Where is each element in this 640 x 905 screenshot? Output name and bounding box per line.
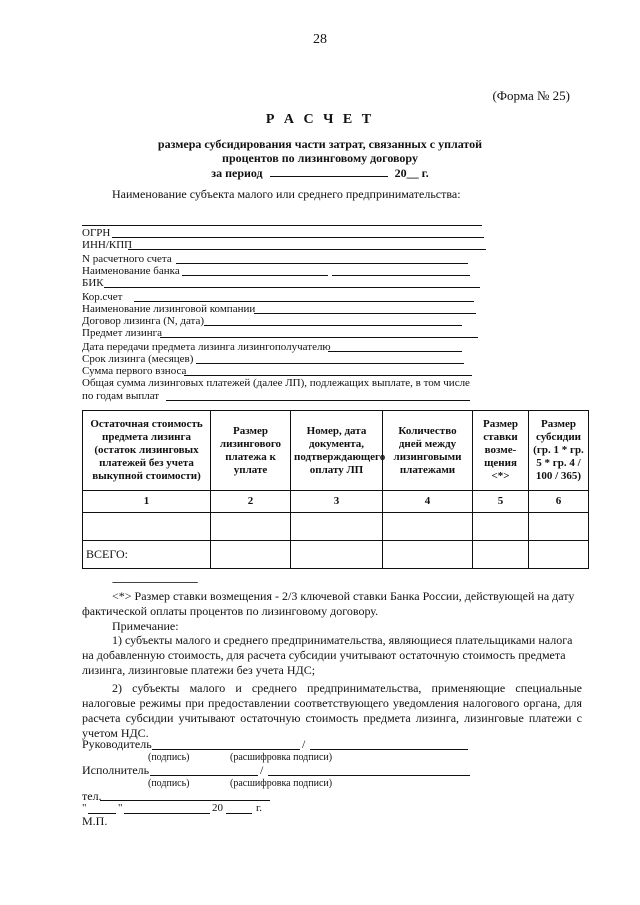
column-number-1: 1 [83, 491, 211, 513]
bank-name-label: Наименование банка [82, 265, 180, 277]
transfer-date-label: Дата передачи предмета лизинга лизингополучателю [82, 341, 331, 353]
header-payment-document: Номер, дата документа, подтверждающего оплату ЛП [291, 411, 383, 491]
table-cell [211, 513, 291, 541]
phone-line [100, 800, 270, 801]
header-days-between: Количество дней между лизинговыми платежами [383, 411, 473, 491]
date-year-line [226, 813, 252, 814]
table-cell [383, 541, 473, 569]
contract-blank [204, 325, 462, 326]
note-1: 1) субъекты малого и среднего предпринимательства, являющиеся плательщиками налога на добавленную стоимость, для расчета субсидии учитывают остаточную стоимость предмета лизинга, лизинговые платежи без учета НДС; [82, 633, 573, 677]
leasing-subject-blank [160, 337, 478, 338]
subject-blank [82, 225, 482, 226]
executor-signature-caption: (подпись) [148, 778, 190, 789]
table-cell [473, 541, 529, 569]
table-cell [291, 513, 383, 541]
executor-signature-line [150, 775, 258, 776]
executor-slash: / [260, 763, 264, 777]
subtitle-line-2: процентов по лизинговому договору [222, 151, 418, 165]
bank-name-blank-1 [182, 275, 328, 276]
subject-label: Наименование субъекта малого или среднего предпринимательства: [112, 187, 461, 201]
head-signature-caption: (подпись) [148, 752, 190, 763]
table-header-row [83, 411, 589, 491]
column-number-2: 2 [211, 491, 291, 513]
table-cell [529, 541, 589, 569]
table-cell [529, 513, 589, 541]
head-slash: / [302, 737, 306, 751]
by-years-blank [166, 400, 470, 401]
executor-decoding-line [268, 775, 470, 776]
header-payment-amount: Размер лизингового платежа к уплате [211, 411, 291, 491]
period-suffix: 20__ г. [394, 166, 429, 180]
date-quote-open: " [82, 802, 87, 814]
head-decoding-caption: (расшифровка подписи) [230, 752, 333, 763]
table-cell [473, 513, 529, 541]
document-title: Р А С Ч Е Т [265, 112, 375, 127]
head-label: Руководитель [82, 737, 152, 751]
executor-decoding-caption: (расшифровка подписи) [230, 778, 333, 789]
ogrn-label: ОГРН [82, 227, 111, 239]
bik-label: БИК [82, 277, 104, 289]
header-rate: Размер ставки возме- щения <*> [473, 411, 529, 491]
footnote-text: <*> Размер ставки возмещения - 2/3 ключевой ставки Банка России, действующей на дату фактической оплаты процентов по лизинговому договору. [82, 589, 575, 618]
table-cell [291, 541, 383, 569]
kor-schet-label: Кор.счет [82, 291, 123, 303]
first-payment-label: Сумма первого взноса [82, 365, 187, 377]
page-number: 28 [313, 32, 327, 47]
table-row [83, 513, 589, 541]
first-payment-blank [184, 375, 472, 376]
note-title: Примечание: [112, 619, 179, 633]
table-cell [211, 541, 291, 569]
executor-label: Исполнитель [82, 763, 150, 777]
inn-kpp-blank [128, 249, 486, 250]
by-years-label: по годам выплат [82, 390, 160, 402]
inn-kpp-label: ИНН/КПП [82, 239, 133, 251]
footnote-rule: -------------------------------- [112, 576, 198, 588]
ogrn-blank [112, 237, 484, 238]
kor-schet-blank [134, 301, 474, 302]
date-quote-close: " [118, 802, 123, 814]
stamp-label: М.П. [82, 814, 108, 828]
table-number-row [83, 491, 589, 513]
note-2: 2) субъекты малого и среднего предпринимательства, применяющие специальные налоговые режимы при предоставлении соответствующего уведомления налогового органа, для расчета субсидии учитывают остаточную стоимость предмета лизинга, лизинговые платежи с учетом НДС. [82, 681, 582, 740]
subsidy-table [82, 410, 589, 569]
column-number-4: 4 [383, 491, 473, 513]
period-blank [270, 165, 388, 177]
period-label: за период [211, 166, 263, 180]
leasing-company-label: Наименование лизинговой компании [82, 303, 256, 315]
date-month-line [124, 813, 210, 814]
term-label: Срок лизинга (месяцев) [82, 353, 194, 365]
table-cell [83, 513, 211, 541]
leasing-company-blank [254, 313, 476, 314]
header-residual-value: Остаточная стоимость предмета лизинга (остаток лизинговых платежей без учета выкупной стоимости) [83, 411, 211, 491]
head-signature-line [152, 749, 300, 750]
column-number-6: 6 [529, 491, 589, 513]
total-label: ВСЕГО: [83, 541, 211, 569]
term-blank [196, 363, 464, 364]
bank-name-blank-2 [332, 275, 470, 276]
column-number-3: 3 [291, 491, 383, 513]
table-total-row [83, 541, 589, 569]
contract-label: Договор лизинга (N, дата) [82, 315, 205, 327]
head-decoding-line [310, 749, 468, 750]
form-number: (Форма № 25) [492, 88, 570, 103]
subtitle-line-1: размера субсидирования части затрат, связанных с уплатой [157, 137, 483, 151]
total-lp-label: Общая сумма лизинговых платежей (далее ЛП), подлежащих выплате, в том числе [82, 377, 470, 389]
account-blank [176, 263, 468, 264]
transfer-date-blank [328, 351, 462, 352]
subtitle-line-3 [0, 165, 640, 181]
header-subsidy-amount: Размер субсидии (гр. 1 * гр. 5 * гр. 4 / 100 / 365) [529, 411, 589, 491]
bik-blank [104, 287, 480, 288]
table-cell [383, 513, 473, 541]
date-year-label: 20 [212, 802, 223, 814]
phone-label: тел. [82, 789, 102, 803]
date-year-suffix: г. [256, 802, 263, 814]
column-number-5: 5 [473, 491, 529, 513]
account-label: N расчетного счета [82, 253, 172, 265]
leasing-subject-label: Предмет лизинга [82, 327, 163, 339]
